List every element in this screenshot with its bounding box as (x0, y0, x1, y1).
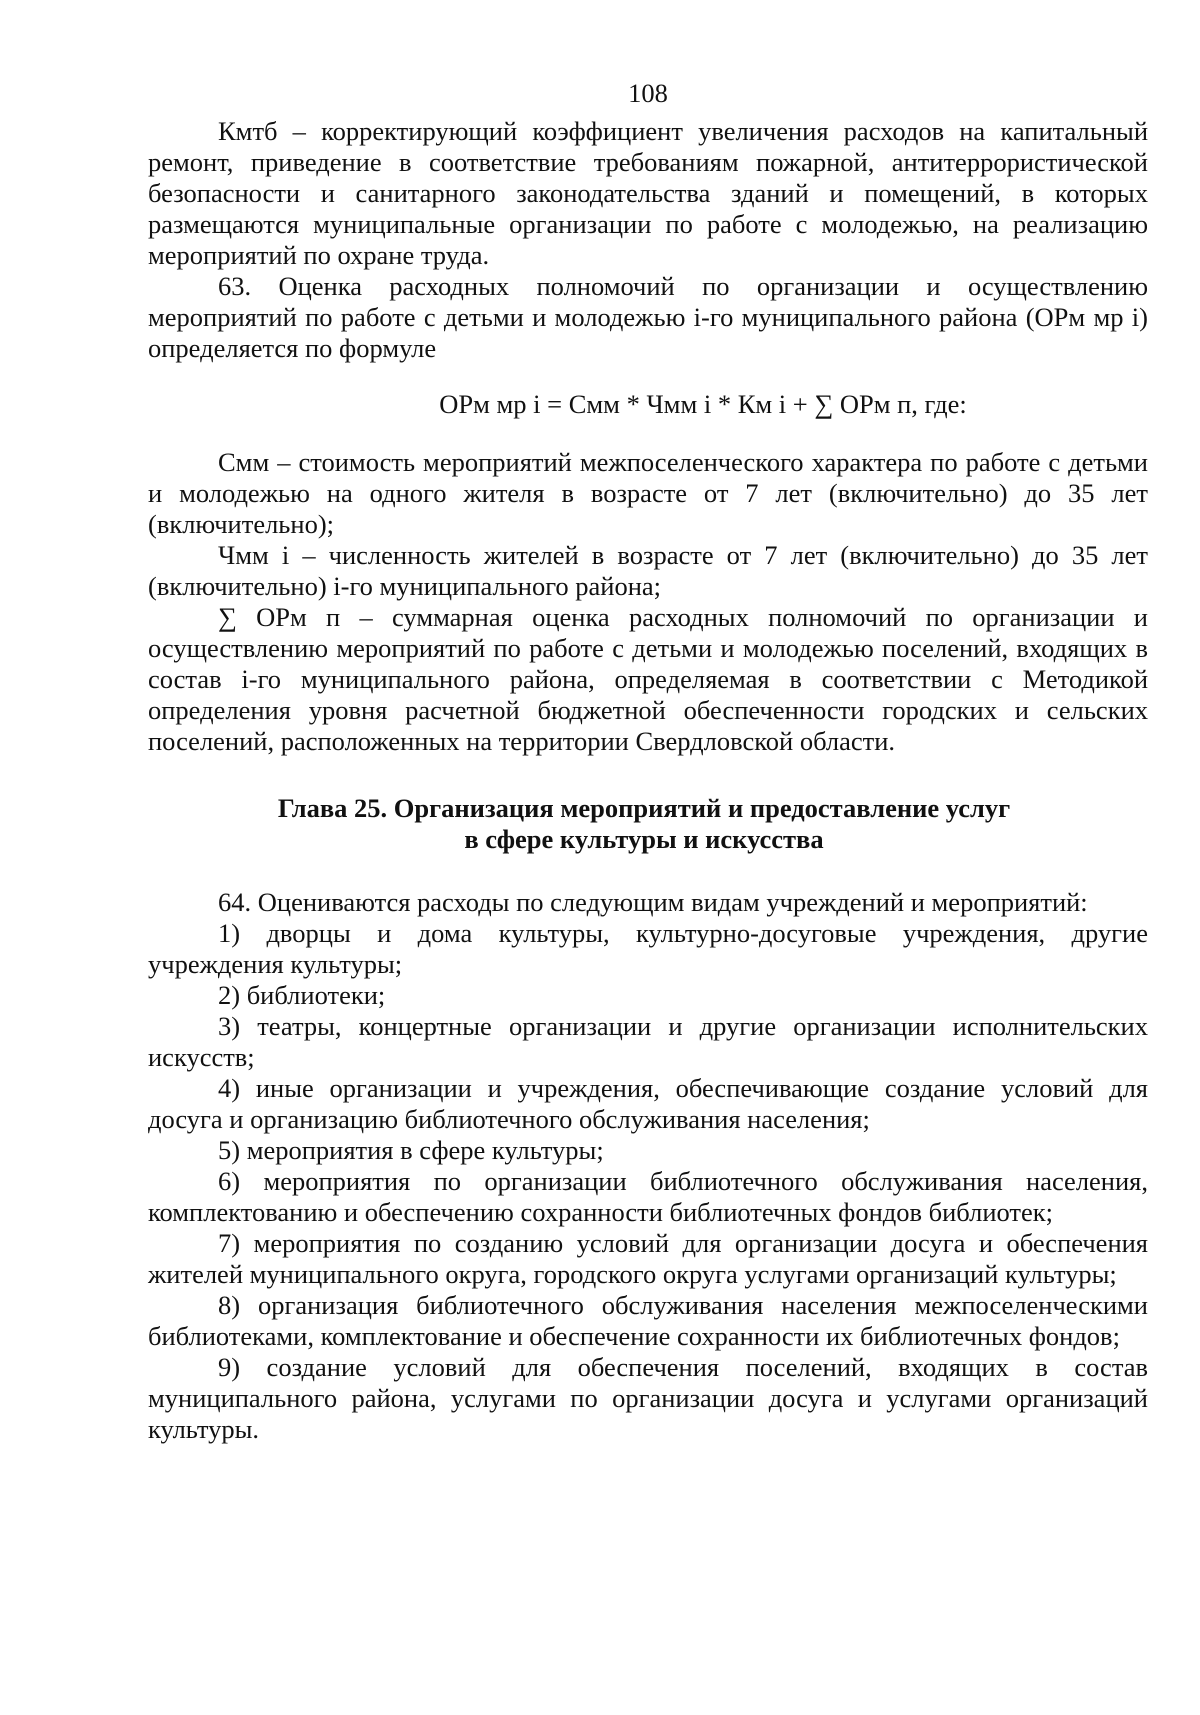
page-number: 108 (628, 78, 668, 108)
chapter-title (148, 793, 1148, 855)
list-item-1: 1) дворцы и дома культуры, культурно-досуговые учреждения, другие учреждения культуры; (148, 918, 1148, 979)
list-item-3: 3) театры, концертные организации и другие организации исполнительских искусств; (148, 1011, 1148, 1072)
chapter-title-line-2: в сфере культуры и искусства (464, 824, 824, 854)
paragraph-63: 63. Оценка расходных полномочий по организации и осуществлению мероприятий по работе с детьми и молодежью i-го муниципального района (ОРм мр i) определяется по формуле (148, 271, 1148, 363)
list-item-7: 7) мероприятия по созданию условий для организации досуга и обеспечения жителей муниципального округа, городского округа услугами организаций культуры; (148, 1228, 1148, 1289)
document-page (148, 78, 1148, 1445)
list-item-9: 9) создание условий для обеспечения поселений, входящих в состав муниципального района, услугами по организации досуга и услугами организаций культуры. (148, 1352, 1148, 1444)
list-item-5: 5) мероприятия в сфере культуры; (218, 1135, 604, 1165)
paragraph-64: 64. Оцениваются расходы по следующим видам учреждений и мероприятий: (218, 887, 1088, 917)
list-item-6: 6) мероприятия по организации библиотечного обслуживания населения, комплектованию и обеспечению сохранности библиотечных фондов библиотек; (148, 1166, 1148, 1227)
paragraph-smm-definition: Смм – стоимость мероприятий межпоселенческого характера по работе с детьми и молодежью на одного жителя в возрасте от 7 лет (включительно) до 35 лет (включительно); (148, 447, 1148, 539)
list-item-2: 2) библиотеки; (218, 980, 386, 1010)
chapter-title-line-1: Глава 25. Организация мероприятий и предоставление услуг (277, 793, 1011, 823)
paragraph-chmm-definition: Чмм i – численность жителей в возрасте от 7 лет (включительно) до 35 лет (включительно) i-го муниципального района; (148, 540, 1148, 601)
paragraph-kmtb-definition: Кмтб – корректирующий коэффициент увеличения расходов на капитальный ремонт, приведение в соответствие требованиям пожарной, антитеррористической безопасности и санитарного законодательства зданий и помещений, в которых размещаются муниципальные организации по работе с молодежью, на реализацию мероприятий по охране труда. (148, 116, 1148, 270)
list-item-8: 8) организация библиотечного обслуживания населения межпоселенческими библиотеками, комплектование и обеспечение сохранности их библиотечных фондов; (148, 1290, 1148, 1351)
list-item-4: 4) иные организации и учреждения, обеспечивающие создание условий для досуга и организацию библиотечного обслуживания населения; (148, 1073, 1148, 1134)
paragraph-sum-orm-definition: ∑ ОРм п – суммарная оценка расходных полномочий по организации и осуществлению мероприятий по работе с детьми и молодежью поселений, входящих в состав i-го муниципального района, определяемая в соответствии с Методикой определения уровня расчетной бюджетной обеспеченности городских и сельских поселений, расположенных на территории Свердловской области. (148, 602, 1148, 756)
formula: ОРм мр i = Смм * Чмм i * Км i + ∑ ОРм п, где: (439, 389, 967, 419)
